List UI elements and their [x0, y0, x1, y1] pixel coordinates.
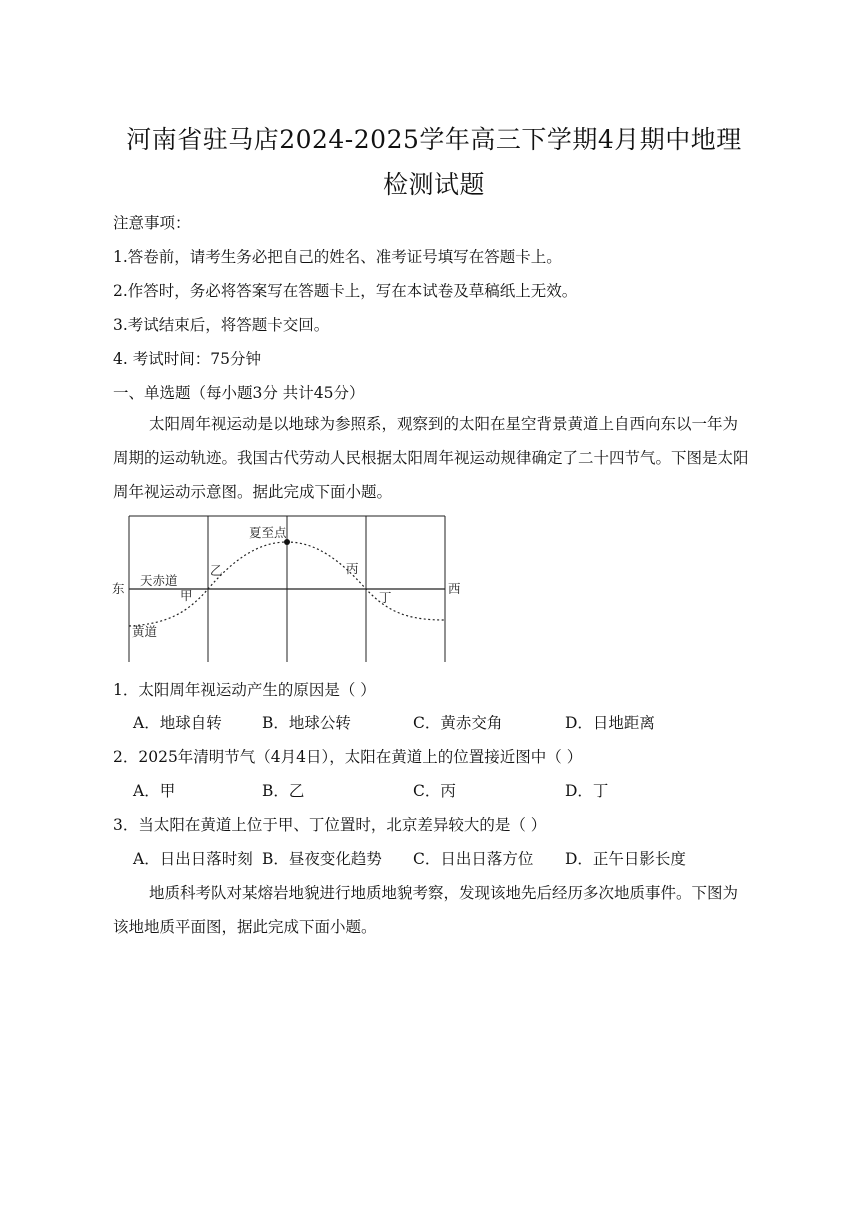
diagram-svg	[108, 512, 468, 668]
section-heading: 一、单选题（每小题3分 共计45分）	[113, 384, 365, 402]
note-item-3: 3.考试结束后，将答题卡交回。	[113, 316, 330, 334]
question-3-stem: 3．当太阳在黄道上位于甲、丁位置时，北京差异较大的是（ ）	[113, 816, 547, 834]
label-ecliptic: 黄道	[132, 624, 158, 639]
label-ding: 丁	[379, 590, 392, 605]
question-3-options	[133, 847, 753, 869]
exam-title-line1: 河南省驻马店2024-2025学年高三下学期4月期中地理	[126, 125, 742, 154]
label-yi: 乙	[210, 563, 223, 578]
note-item-4: 4. 考试时间：75分钟	[113, 350, 261, 368]
q3-option-a: A．日出日落时刻	[133, 850, 253, 868]
exam-title-line2: 检测试题	[382, 170, 485, 199]
passage-solar-motion: 太阳周年视运动是以地球为参照系，观察到的太阳在星空背景黄道上自西向东以一年为周期的运动轨迹。我国古代劳动人民根据太阳周年视运动规律确定了二十四节气。下图是太阳周年视运动示意图。据此完成下面小题。	[113, 415, 749, 501]
label-celestial-equator: 天赤道	[140, 573, 178, 588]
label-west: 西	[448, 581, 461, 596]
q1-option-d: D．日地距离	[565, 714, 655, 732]
label-east: 东	[112, 581, 125, 596]
question-1-options	[133, 711, 753, 733]
label-summer-solstice: 夏至点	[249, 525, 287, 540]
q3-option-c: C．日出日落方位	[413, 850, 534, 868]
solar-motion-diagram	[108, 512, 468, 668]
note-item-2: 2.作答时，务必将答案写在答题卡上，写在本试卷及草稿纸上无效。	[113, 282, 578, 300]
q3-option-d: D．正午日影长度	[565, 850, 686, 868]
q2-option-b: B．乙	[262, 782, 305, 800]
notes-heading: 注意事项：	[113, 214, 191, 232]
label-jia: 甲	[180, 588, 193, 603]
question-1-stem: 1．太阳周年视运动产生的原因是（ ）	[113, 681, 376, 699]
q2-option-c: C．丙	[413, 782, 456, 800]
q2-option-a: A．甲	[133, 782, 176, 800]
question-2-options	[133, 779, 753, 801]
q1-option-b: B．地球公转	[262, 714, 351, 732]
note-item-1: 1.答卷前，请考生务必把自己的姓名、准考证号填写在答题卡上。	[113, 248, 562, 266]
q1-option-c: C．黄赤交角	[413, 714, 503, 732]
passage-geology: 地质科考队对某熔岩地貌进行地质地貌考察，发现该地先后经历多次地质事件。下图为该地地质平面图，据此完成下面小题。	[113, 884, 739, 936]
q3-option-b: B．昼夜变化趋势	[262, 850, 382, 868]
question-2-stem: 2．2025年清明节气（4月4日），太阳在黄道上的位置接近图中（ ）	[113, 748, 583, 766]
q1-option-a: A．地球自转	[133, 714, 222, 732]
label-bing: 丙	[346, 561, 359, 576]
q2-option-d: D．丁	[565, 782, 609, 800]
